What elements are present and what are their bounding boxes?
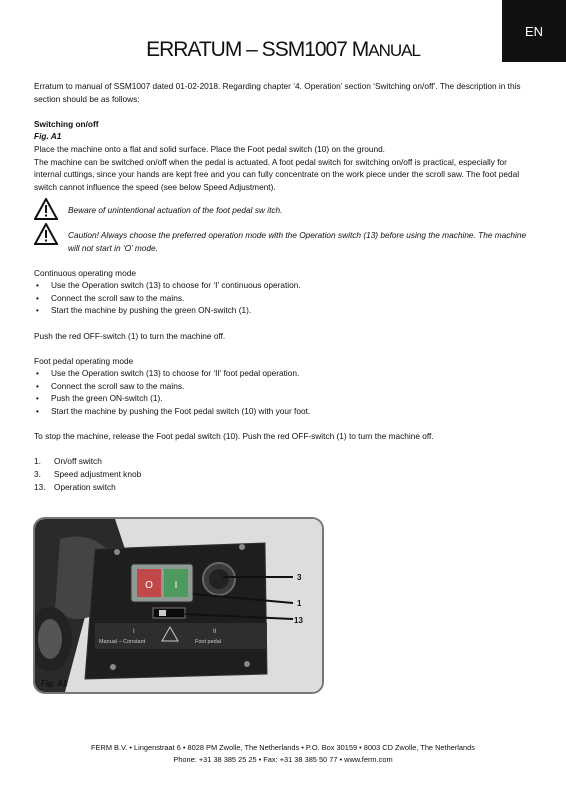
section-heading: Switching on/off — [34, 118, 99, 129]
foot-heading: Foot pedal operating mode — [34, 355, 134, 366]
figure-reference: Fig. A1 — [34, 131, 62, 142]
continuous-heading: Continuous operating mode — [34, 267, 136, 278]
warning-block-1 — [34, 199, 530, 220]
list-item — [34, 481, 530, 494]
part-number: 3. — [34, 469, 41, 480]
list-item: • Connect the scroll saw to the mains. — [34, 380, 530, 393]
parts-list — [34, 455, 530, 493]
switch-off-label: O — [145, 580, 153, 591]
paragraph-placement: Place the machine onto a flat and solid surface. Place the Foot pedal switch (10) on the ground. — [34, 143, 385, 154]
mode-ii-label: II — [213, 629, 217, 635]
stop-text: To stop the machine, release the Foot pedal switch (10). Push the red OFF-switch (1) to turn the machine off. — [34, 431, 434, 442]
intro-paragraph: Erratum to manual of SSM1007 dated 01-02-2018. Regarding chapter ‘4. Operation’ section ‘Switching on/off’. The description in this section should be as follows: — [34, 81, 521, 104]
part-number: 13. — [34, 481, 46, 492]
list-item: • Start the machine by pushing the Foot pedal switch (10) with your foot. — [34, 405, 530, 418]
page-footer — [0, 742, 566, 766]
list-item: • Use the Operation switch (13) to choose for ‘II’ foot pedal operation. — [34, 367, 530, 380]
document-body — [34, 80, 530, 493]
continuous-steps-list — [34, 279, 530, 317]
mode-i-label: I — [133, 629, 135, 635]
foot-pedal-label: Foot pedal — [195, 639, 221, 645]
page-title — [0, 38, 566, 62]
list-item: • Start the machine by pushing the green ON-switch (1). — [34, 304, 530, 317]
part-label: On/off switch — [54, 456, 102, 467]
list-item: • Use the Operation switch (13) to choose for ‘I’ continuous operation. — [34, 279, 530, 292]
part-label: Speed adjustment knob — [54, 469, 142, 480]
paragraph-switching: The machine can be switched on/off when the pedal is actuated. A foot pedal switch for switching on/off is practical, especially for internal cuttings, since your hands are kept free and you can fully concentrate on the work piece under the scroll saw. The foot pedal switch cannot influence the speed (see below Speed Adjustment). — [34, 156, 520, 192]
machine-illustration — [35, 519, 322, 692]
part-label: Operation switch — [54, 481, 116, 492]
list-item — [34, 455, 530, 468]
continuous-off-text: Push the red OFF-switch (1) to turn the machine off. — [34, 330, 226, 341]
footer-contact: Phone: +31 38 385 25 25 • Fax: +31 38 385 50 77 • www.ferm.com — [173, 755, 393, 764]
switch-on-label: I — [174, 580, 178, 591]
title-tail: ANUAL — [368, 41, 420, 60]
footer-address: FERM B.V. • Lingenstraat 6 • 8028 PM Zwolle, The Netherlands • P.O. Box 30159 • 8003 CD Zwolle, The Netherlands — [91, 743, 475, 752]
callout-13: 13 — [294, 616, 303, 625]
warning-text-2: Caution! Always choose the preferred operation mode with the Operation switch (13) before using the machine. The machine will not start in ‘O’ mode. — [68, 230, 527, 253]
foot-steps-list — [34, 367, 530, 417]
figure-label: Fig. A1 — [41, 679, 68, 688]
figure-photo — [33, 517, 324, 694]
title-main: ERRATUM – SSM1007 M — [146, 38, 369, 61]
warning-block-2 — [34, 224, 530, 254]
language-label: EN — [524, 23, 544, 39]
part-number: 1. — [34, 456, 41, 467]
warning-icon — [34, 223, 58, 245]
callout-3: 3 — [297, 573, 302, 582]
warning-icon — [34, 198, 58, 220]
callout-1: 1 — [297, 599, 302, 608]
manual-constant-label: Manual – Constant — [99, 639, 146, 645]
list-item — [34, 468, 530, 481]
warning-text-1: Beware of unintentional actuation of the foot pedal sw itch. — [68, 205, 283, 216]
list-item: • Connect the scroll saw to the mains. — [34, 292, 530, 305]
list-item: • Push the green ON-switch (1). — [34, 392, 530, 405]
